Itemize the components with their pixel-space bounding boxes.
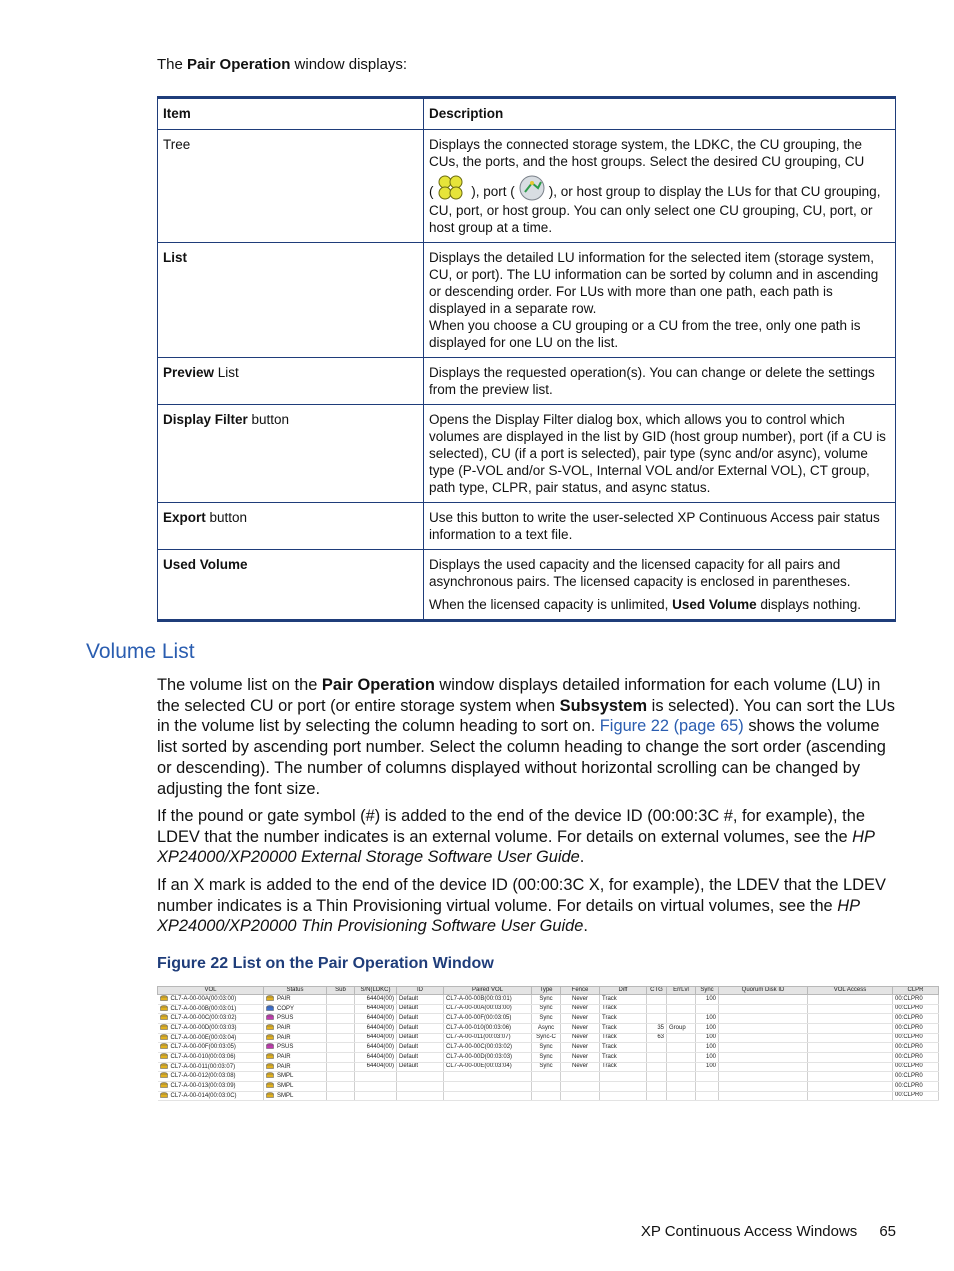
header-item: Item: [158, 98, 424, 130]
grid-cell: [327, 1062, 355, 1072]
volume-icon: [160, 1034, 168, 1041]
grid-cell: Never: [561, 1043, 600, 1053]
grid-cell: CL7-A-00-00F(00:03:05): [158, 1043, 264, 1053]
grid-cell: 100: [696, 1024, 719, 1034]
grid-column-header[interactable]: Status: [264, 987, 327, 995]
grid-cell: [719, 1004, 808, 1014]
grid-cell: [808, 1091, 893, 1101]
grid-cell: [719, 1062, 808, 1072]
grid-cell: 64404(00): [355, 1062, 397, 1072]
grid-cell: Sync: [532, 1043, 561, 1053]
grid-cell: [327, 1043, 355, 1053]
grid-cell: Default: [397, 1033, 444, 1043]
table-row: [158, 550, 896, 621]
grid-cell: CL7-A-00-00D(00:03:03): [158, 1024, 264, 1034]
cu-grouping-icon: [436, 174, 466, 202]
grid-cell: Sync-C: [532, 1033, 561, 1043]
grid-cell: Track: [600, 1043, 647, 1053]
grid-cell: PSUS: [264, 1043, 327, 1053]
grid-cell: [667, 1062, 696, 1072]
grid-column-header[interactable]: Paired VOL: [444, 987, 532, 995]
grid-cell: [355, 1082, 397, 1092]
grid-cell: PAIR: [264, 1053, 327, 1063]
grid-cell: Sync: [532, 995, 561, 1005]
grid-cell: [647, 1053, 667, 1063]
grid-cell: [667, 1091, 696, 1101]
grid-cell: CL7-A-00-013(00:03:09): [158, 1082, 264, 1092]
grid-cell: [444, 1082, 532, 1092]
grid-cell: [647, 1004, 667, 1014]
grid-column-header[interactable]: CTG: [647, 987, 667, 995]
section-title: Volume List: [86, 640, 195, 663]
grid-cell: CL7-A-00-00C(00:03:02): [444, 1043, 532, 1053]
grid-cell: [647, 1014, 667, 1024]
grid-cell: CL7-A-00-014(00:03:0C): [158, 1091, 264, 1101]
row-item-used-volume: Used Volume: [158, 550, 424, 621]
row-item-list: List: [158, 243, 424, 358]
grid-cell: [327, 1072, 355, 1082]
grid-column-header[interactable]: CLPR: [893, 987, 939, 995]
grid-cell: [355, 1091, 397, 1101]
grid-cell: Track: [600, 1014, 647, 1024]
volume-icon: [160, 1005, 168, 1012]
grid-cell: 63: [647, 1033, 667, 1043]
grid-cell: [696, 1004, 719, 1014]
grid-cell: COPY: [264, 1004, 327, 1014]
grid-cell: CL7-A-00-012(00:03:08): [158, 1072, 264, 1082]
grid-cell: CL7-A-00-00B(00:03:01): [444, 995, 532, 1005]
table-row[interactable]: [158, 1014, 939, 1024]
paragraph-external-volume: If the pound or gate symbol (#) is added to the end of the device ID (00:00:3C #, for example), the LDEV that the number indicates is an external volume. For details on external volumes, see the HP XP24000/XP20000 External Storage Software User Guide.: [157, 807, 875, 867]
grid-cell: SMPL: [264, 1072, 327, 1082]
row-item-tree: Tree: [158, 130, 424, 243]
volume-icon: [160, 1014, 168, 1021]
grid-column-header[interactable]: Sub: [327, 987, 355, 995]
figure-caption: Figure 22 List on the Pair Operation Window: [157, 955, 494, 972]
grid-column-header[interactable]: VOL: [158, 987, 264, 995]
grid-cell: [719, 995, 808, 1005]
row-desc-export: Use this button to write the user-selected XP Continuous Access pair status information to a text file.: [424, 503, 896, 550]
grid-cell: CL7-A-00-00F(00:03:05): [444, 1014, 532, 1024]
volume-icon: [160, 1024, 168, 1031]
table-row[interactable]: [158, 1053, 939, 1063]
grid-cell: Never: [561, 1024, 600, 1034]
grid-cell: [667, 1043, 696, 1053]
grid-cell: Track: [600, 1024, 647, 1034]
grid-cell: 64404(00): [355, 1024, 397, 1034]
grid-column-header[interactable]: S/N(LDKC): [355, 987, 397, 995]
grid-cell: CL7-A-00-00C(00:03:02): [158, 1014, 264, 1024]
table-row[interactable]: [158, 1033, 939, 1043]
grid-cell: [808, 1014, 893, 1024]
grid-cell: [696, 1091, 719, 1101]
grid-cell: [719, 1024, 808, 1034]
table-row[interactable]: [158, 1072, 939, 1082]
grid-column-header[interactable]: Type: [532, 987, 561, 995]
grid-cell: 64404(00): [355, 1004, 397, 1014]
table-row: [158, 405, 896, 503]
grid-cell: Never: [561, 1033, 600, 1043]
grid-cell: [719, 1033, 808, 1043]
grid-cell: [667, 1033, 696, 1043]
grid-cell: Sync: [532, 1053, 561, 1063]
grid-cell: [696, 1082, 719, 1092]
volume-icon: [160, 1053, 168, 1060]
grid-cell: 00:CLPR0: [893, 1004, 939, 1014]
grid-cell: 64404(00): [355, 995, 397, 1005]
row-desc-used-volume: Displays the used capacity and the licensed capacity for all pairs and asynchronous pairs. The licensed capacity is enclosed in parentheses. When the licensed capacity is unlimited, Used Volume displays nothing.: [424, 550, 896, 621]
row-desc-preview: Displays the requested operation(s). You can change or delete the settings from the preview list.: [424, 358, 896, 405]
grid-cell: [355, 1072, 397, 1082]
volume-list-table: [157, 986, 939, 1101]
grid-cell: 100: [696, 1043, 719, 1053]
grid-cell: 00:CLPR0: [893, 1091, 939, 1101]
status-icon: [266, 1034, 274, 1041]
grid-cell: Track: [600, 995, 647, 1005]
status-icon: [266, 1053, 274, 1060]
intro-bold: Pair Operation: [187, 56, 291, 73]
grid-cell: 100: [696, 1033, 719, 1043]
grid-cell: 00:CLPR0: [893, 1033, 939, 1043]
grid-cell: 64404(00): [355, 1053, 397, 1063]
volume-icon: [160, 1092, 168, 1099]
grid-cell: [327, 995, 355, 1005]
grid-cell: Track: [600, 1062, 647, 1072]
grid-cell: [719, 1082, 808, 1092]
grid-cell: CL7-A-00-011(00:03:07): [444, 1033, 532, 1043]
table-row[interactable]: [158, 1024, 939, 1034]
grid-cell: [647, 1062, 667, 1072]
grid-column-header[interactable]: Sync: [696, 987, 719, 995]
grid-cell: [327, 1091, 355, 1101]
grid-cell: CL7-A-00-011(00:03:07): [158, 1062, 264, 1072]
grid-cell: [444, 1091, 532, 1101]
grid-cell: CL7-A-00-00E(00:03:04): [444, 1062, 532, 1072]
grid-cell: [647, 1091, 667, 1101]
grid-cell: [647, 1082, 667, 1092]
footer-title: XP Continuous Access Windows: [640, 1223, 858, 1240]
grid-cell: 00:CLPR0: [893, 1053, 939, 1063]
grid-cell: PAIR: [264, 995, 327, 1005]
grid-cell: [561, 1091, 600, 1101]
grid-cell: CL7-A-00-00A(00:03:00): [158, 995, 264, 1005]
volume-icon: [160, 995, 168, 1002]
grid-cell: 64404(00): [355, 1014, 397, 1024]
grid-cell: Default: [397, 1014, 444, 1024]
grid-column-header[interactable]: ErrLvl: [667, 987, 696, 995]
grid-cell: [808, 1082, 893, 1092]
grid-cell: [444, 1072, 532, 1082]
table-row: [158, 358, 896, 405]
grid-column-header[interactable]: VOL Access: [808, 987, 893, 995]
page-footer: [0, 1223, 896, 1240]
grid-column-header[interactable]: Diff: [600, 987, 647, 995]
grid-column-header[interactable]: Quorum Disk ID: [719, 987, 808, 995]
status-icon: [266, 995, 274, 1002]
grid-cell: [808, 1053, 893, 1063]
intro-prefix: The: [157, 56, 188, 73]
grid-cell: [719, 1043, 808, 1053]
grid-cell: Never: [561, 1062, 600, 1072]
grid-cell: CL7-A-00-010(00:03:06): [444, 1024, 532, 1034]
grid-cell: Never: [561, 1053, 600, 1063]
grid-cell: PAIR: [264, 1062, 327, 1072]
grid-header-row: [158, 987, 939, 995]
grid-cell: 00:CLPR0: [893, 995, 939, 1005]
table-row[interactable]: [158, 1062, 939, 1072]
grid-cell: [327, 1033, 355, 1043]
grid-cell: [327, 1024, 355, 1034]
status-icon: [266, 1092, 274, 1099]
grid-cell: PSUS: [264, 1014, 327, 1024]
grid-cell: [808, 1043, 893, 1053]
grid-cell: [397, 1082, 444, 1092]
grid-cell: 35: [647, 1024, 667, 1034]
grid-cell: [647, 1072, 667, 1082]
status-icon: [266, 1082, 274, 1089]
grid-column-header[interactable]: ID: [397, 987, 444, 995]
volume-icon: [160, 1063, 168, 1070]
status-icon: [266, 1024, 274, 1031]
intro-text: [157, 56, 407, 73]
grid-cell: [327, 1014, 355, 1024]
grid-cell: 100: [696, 995, 719, 1005]
table-row[interactable]: [158, 1082, 939, 1092]
grid-cell: [532, 1091, 561, 1101]
grid-cell: CL7-A-00-010(00:03:06): [158, 1053, 264, 1063]
figure-link[interactable]: Figure 22 (page 65): [599, 717, 744, 736]
grid-cell: [667, 1053, 696, 1063]
row-desc-tree: Displays the connected storage system, the LDKC, the CU grouping, the CUs, the ports, and the host groups. Select the desired CU grouping, CU ( ), port ( ), or host group to display the LUs for that CU grouping, CU, port, or host group. You can only select one CU grouping, CU, port, or host group at a time.: [424, 130, 896, 243]
grid-cell: [667, 1014, 696, 1024]
table-row[interactable]: [158, 995, 939, 1005]
status-icon: [266, 1005, 274, 1012]
grid-cell: [327, 1082, 355, 1092]
grid-cell: Sync: [532, 1014, 561, 1024]
grid-cell: [327, 1004, 355, 1014]
table-row[interactable]: [158, 1091, 939, 1101]
grid-cell: PAIR: [264, 1024, 327, 1034]
status-icon: [266, 1043, 274, 1050]
volume-icon: [160, 1082, 168, 1089]
grid-cell: 100: [696, 1062, 719, 1072]
grid-cell: [600, 1072, 647, 1082]
header-description: Description: [424, 98, 896, 130]
port-icon: [517, 174, 547, 202]
page-number: 65: [879, 1223, 896, 1240]
grid-cell: [719, 1053, 808, 1063]
grid-cell: [808, 1033, 893, 1043]
volume-icon: [160, 1072, 168, 1079]
table-row: [158, 243, 896, 358]
grid-cell: [719, 1091, 808, 1101]
row-desc-list: Displays the detailed LU information for the selected item (storage system, CU, or port). The LU information can be sorted by column and in ascending or descending order. For LUs with more than one path, each path is displayed in a separate row. When you choose a CU grouping or a CU from the tree, only one path is displayed for one LU on the list.: [424, 243, 896, 358]
grid-cell: [647, 1043, 667, 1053]
grid-cell: [600, 1091, 647, 1101]
grid-cell: [808, 1062, 893, 1072]
row-desc-display-filter: Opens the Display Filter dialog box, which allows you to control which volumes are displayed in the list by GID (host group number), port (if a CU is selected), CU (if a port is selected), pair type (sync and/or async), volume type (P-VOL and/or S-VOL, Internal VOL and/or External VOL), CT group, path type, CLPR, pair status, and async status.: [424, 405, 896, 503]
table-row: [158, 503, 896, 550]
grid-cell: Default: [397, 1043, 444, 1053]
grid-cell: PAIR: [264, 1033, 327, 1043]
grid-cell: [397, 1091, 444, 1101]
description-table: [157, 96, 896, 622]
paragraph-volume-list: The volume list on the Pair Operation window displays detailed information for each volume (LU) in the selected CU or port (or entire storage system when Subsystem is selected). You can sort the LUs in the volume list by selecting the column heading to sort on. Figure 22 (page 65) shows the volume list sorted by ascending port number. Select the column heading to change the sort order (ascending or descending). The number of columns displayed without horizontal scrolling can be changed by adjusting the font size.: [157, 676, 895, 798]
grid-cell: [667, 1004, 696, 1014]
grid-cell: Track: [600, 1053, 647, 1063]
grid-cell: Never: [561, 1014, 600, 1024]
grid-cell: 64404(00): [355, 1043, 397, 1053]
table-row: [158, 130, 896, 243]
grid-cell: CL7-A-00-00A(00:03:00): [444, 1004, 532, 1014]
grid-cell: Sync: [532, 1004, 561, 1014]
grid-cell: [561, 1072, 600, 1082]
grid-cell: 00:CLPR0: [893, 1024, 939, 1034]
grid-cell: Default: [397, 995, 444, 1005]
grid-cell: [532, 1072, 561, 1082]
grid-cell: [719, 1014, 808, 1024]
grid-cell: 64404(00): [355, 1033, 397, 1043]
status-icon: [266, 1072, 274, 1079]
grid-cell: [808, 1072, 893, 1082]
table-row[interactable]: [158, 1004, 939, 1014]
grid-cell: [719, 1072, 808, 1082]
grid-cell: [808, 1004, 893, 1014]
grid-cell: Group: [667, 1024, 696, 1034]
row-item-export: Export button: [158, 503, 424, 550]
grid-cell: 100: [696, 1053, 719, 1063]
row-item-display-filter: Display Filter button: [158, 405, 424, 503]
grid-cell: [561, 1082, 600, 1092]
grid-column-header[interactable]: Fence: [561, 987, 600, 995]
grid-cell: Default: [397, 1024, 444, 1034]
grid-cell: SMPL: [264, 1091, 327, 1101]
grid-cell: [808, 995, 893, 1005]
paragraph-thin-provisioning: If an X mark is added to the end of the device ID (00:00:3C X, for example), the LDEV that the LDEV number indicates is a Thin Provisioning virtual volume. For details on virtual volumes, see the HP XP24000/XP20000 Thin Provisioning Software User Guide.: [157, 876, 886, 936]
table-header-row: [158, 98, 896, 130]
grid-cell: Track: [600, 1004, 647, 1014]
grid-cell: Default: [397, 1004, 444, 1014]
grid-cell: 00:CLPR0: [893, 1072, 939, 1082]
volume-icon: [160, 1043, 168, 1050]
grid-cell: 00:CLPR0: [893, 1043, 939, 1053]
grid-cell: CL7-A-00-00B(00:03:01): [158, 1004, 264, 1014]
grid-cell: Never: [561, 995, 600, 1005]
grid-cell: [532, 1082, 561, 1092]
row-item-preview: Preview List: [158, 358, 424, 405]
grid-cell: Default: [397, 1053, 444, 1063]
grid-cell: CL7-A-00-00D(00:03:03): [444, 1053, 532, 1063]
grid-cell: 00:CLPR0: [893, 1062, 939, 1072]
status-icon: [266, 1014, 274, 1021]
grid-cell: 00:CLPR0: [893, 1082, 939, 1092]
grid-cell: [600, 1082, 647, 1092]
grid-cell: 00:CLPR0: [893, 1014, 939, 1024]
volume-list-screenshot: [157, 986, 928, 1099]
grid-cell: Never: [561, 1004, 600, 1014]
grid-cell: Async: [532, 1024, 561, 1034]
grid-cell: [667, 1072, 696, 1082]
grid-cell: Sync: [532, 1062, 561, 1072]
grid-cell: [397, 1072, 444, 1082]
grid-cell: [327, 1053, 355, 1063]
intro-suffix: window displays:: [290, 56, 408, 73]
grid-cell: [808, 1024, 893, 1034]
grid-cell: [667, 995, 696, 1005]
grid-cell: [667, 1082, 696, 1092]
grid-cell: SMPL: [264, 1082, 327, 1092]
grid-cell: 100: [696, 1014, 719, 1024]
grid-cell: CL7-A-00-00E(00:03:04): [158, 1033, 264, 1043]
table-row[interactable]: [158, 1043, 939, 1053]
grid-cell: [696, 1072, 719, 1082]
grid-cell: Track: [600, 1033, 647, 1043]
status-icon: [266, 1063, 274, 1070]
grid-cell: Default: [397, 1062, 444, 1072]
grid-cell: [647, 995, 667, 1005]
